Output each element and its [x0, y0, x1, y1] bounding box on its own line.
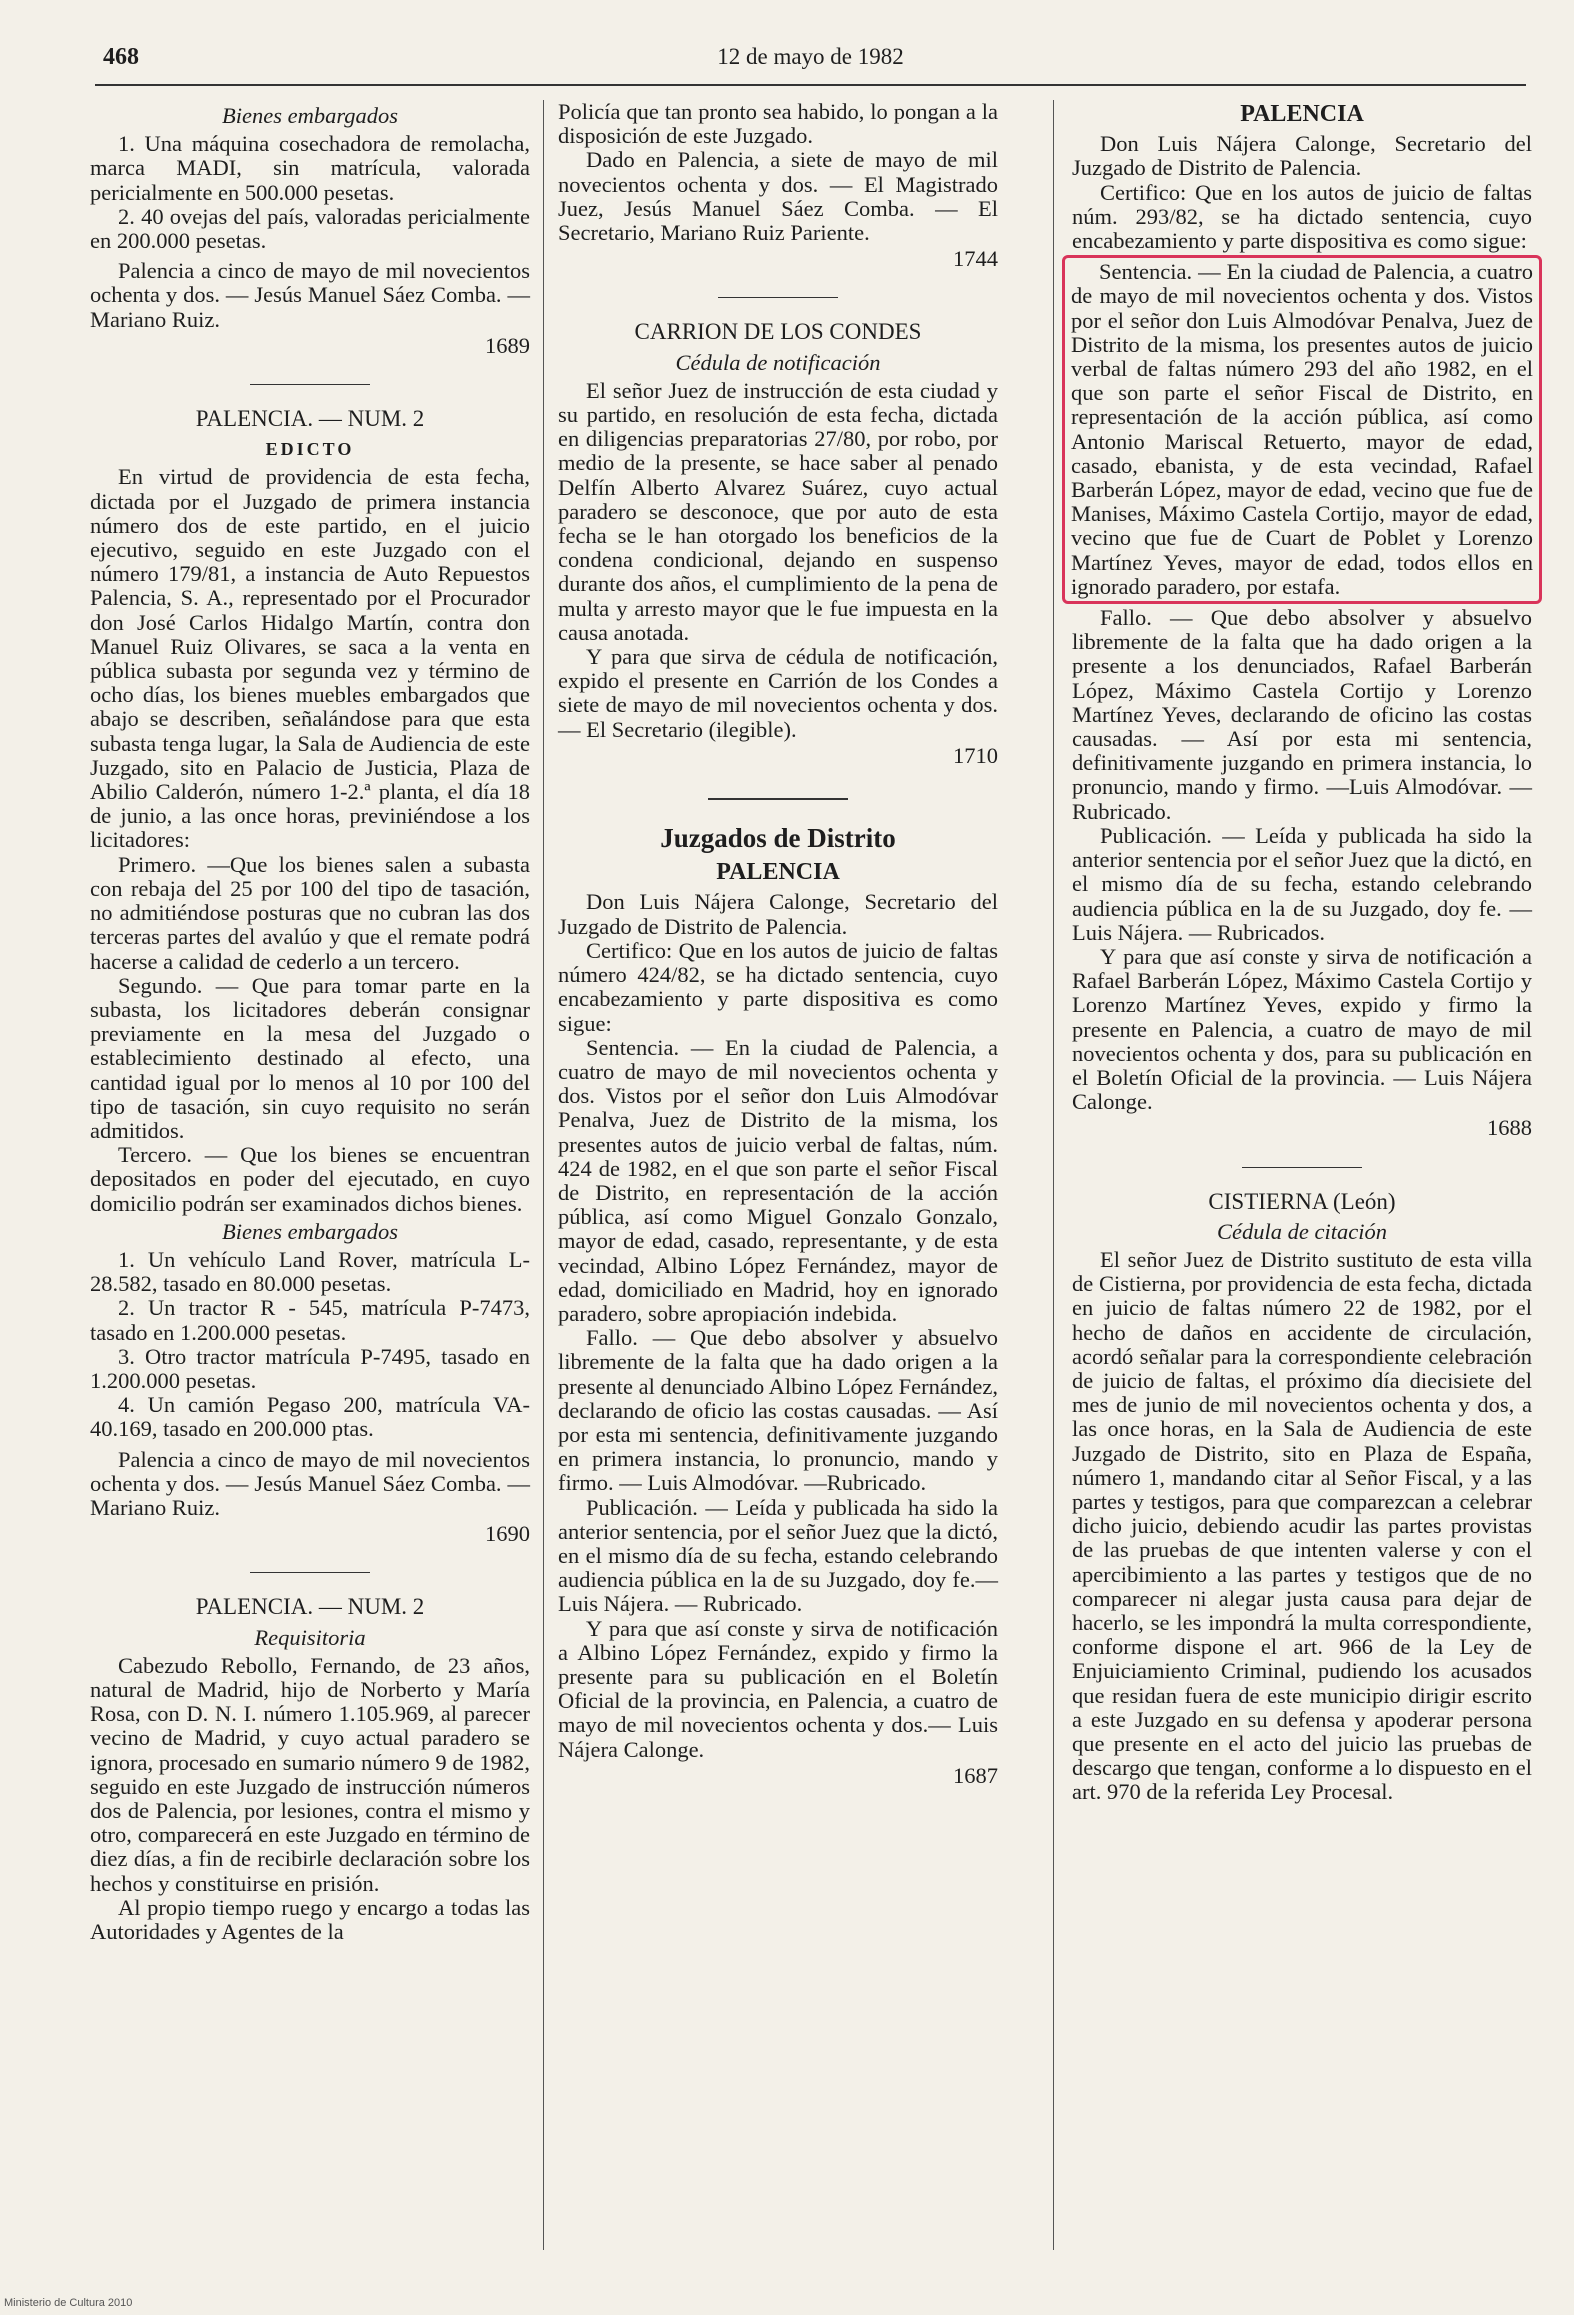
section-heading: PALENCIA. — NUM. 2 [195, 1594, 425, 1620]
separator [708, 798, 848, 800]
notice-number: 1688 [1487, 1115, 1532, 1141]
column-divider [1053, 100, 1054, 2250]
separator [250, 1572, 370, 1573]
notice-number: 1689 [485, 332, 530, 358]
issue-date: 12 de mayo de 1982 [717, 44, 904, 69]
paragraph: Certifico: Que en los autos de juicio de faltas número 424/82, se ha dictado sentencia, cuyo encabezamiento y parte dispositiva es como sigue: [558, 937, 998, 1036]
section-heading: CARRION DE LOS CONDES [634, 319, 922, 345]
paragraph: Don Luis Nájera Calonge, Secretario del Juzgado de Distrito de Palencia. [1072, 131, 1532, 181]
section-heading: PALENCIA [1240, 101, 1364, 127]
paragraph: Publicación. — Leída y publicada ha sido la anterior sentencia, por el señor Juez que la dictó, en el mismo día de su fecha, estando celebrando audiencia pública en la de su Juzgado, doy fe.— Luis Nájera. — Rubricado. [558, 1494, 998, 1617]
column-divider [543, 100, 544, 2250]
paragraph: Don Luis Nájera Calonge, Secretario del Juzgado de Distrito de Palencia. [558, 889, 998, 939]
paragraph: 3. Otro tractor matrícula P-7495, tasado en 1.200.000 pesetas. [90, 1343, 530, 1393]
paragraph: En virtud de providencia de esta fecha, dictada por el Juzgado de primera instancia número dos de este partido, en el juicio ejecutivo, seguido en este Juzgado con el número 179/81, a instancia de Auto Repuestos Palencia, S. A., representado por el Procurador don José Carlos Hidalgo Martín, contra don Manuel Ruiz Olivares, se saca a la venta en pública subasta por segunda vez y término de ocho días, los bienes muebles embargados que abajo se describen, señalándose para que esta subasta tenga lugar, la Sala de Audiencia de este Juzgado, sito en Palacio de Justicia, Plaza de Abilio Calderón, número 1-2.ª planta, el día 18 de junio, a las once horas, previniéndose a los licitadores: [90, 464, 530, 853]
paragraph: Publicación. — Leída y publicada ha sido la anterior sentencia por el señor Juez que la dictó, en el mismo día de su fecha, estando celebrando audiencia pública en la de su Juzgado, doy fe. — Luis Nájera. — Rubricados. [1072, 822, 1532, 945]
paragraph: Fallo. — Que debo absolver y absuelvo libremente de la falta que ha dado origen a la presente al denunciado Albino López Fernández, declarando de oficio las costas causadas. — Así por esta mi sentencia, definitivamente juzgando en primera instancia, lo pronuncio, mando y firmo. — Luis Almodóvar. —Rubricado. [558, 1325, 998, 1496]
paragraph: Segundo. — Que para tomar parte en la subasta, los licitadores deberán consignar previamente en la mesa del Juzgado o establecimiento destinado al efecto, una cantidad igual por lo menos al 10 por 100 del tipo de tasación, sin cuyo requisito no serán admitidos. [90, 972, 530, 1143]
section-heading: PALENCIA [716, 859, 840, 886]
paragraph: 2. 40 ovejas del país, valoradas pericialmente en 200.000 pesetas. [90, 203, 530, 254]
edicto-label: EDICTO [265, 439, 355, 460]
paragraph: Sentencia. — En la ciudad de Palencia, a cuatro de mayo de mil novecientos ochenta y dos. Vistos por el señor don Luis Almodóvar Penalva, Juez de Distrito de la misma, los presentes autos de juicio verbal de faltas número 293 del año 1982, en el que son parte el señor Fiscal de Distrito, en representación de la acción pública, así como Antonio Mariscal Retuerto, mayor de edad, casado, ebanista, y de esta vecindad, Rafael Barberán López, mayor de edad, vecino que fue de Manises, Máximo Castela Cortijo, mayor de edad, vecino que fue de Cuart de Poblet y Lorenzo Martínez Yeves, mayor de edad, todos ellos en ignorado paradero, por estafa. [1071, 259, 1533, 599]
column-1 [90, 100, 530, 1944]
section-heading: CISTIERNA (León) [1208, 1188, 1396, 1214]
section-subtitle: Cédula de citación [1217, 1218, 1387, 1244]
section-subtitle: Bienes embargados [221, 103, 398, 128]
section-heading: PALENCIA. — NUM. 2 [195, 406, 425, 432]
paragraph: El señor Juez de instrucción de esta ciudad y su partido, en resolución de esta fecha, dictada en diligencias preparatorias 27/80, por robo, por medio de la presente, se hace saber al penado Delfín Alberto Alvarez Suárez, cuyo actual paradero se desconoce, que por auto de esta fecha se le han otorgado los beneficios de la condena condicional, dejando en suspenso durante dos años, el cumplimiento de la pena de multa y arresto mayor que le fue impuesta en la causa anotada. [558, 377, 998, 645]
paragraph: Policía que tan pronto sea habido, lo pongan a la disposición de este Juzgado. [558, 99, 998, 149]
paragraph: Palencia a cinco de mayo de mil novecientos ochenta y dos. — Jesús Manuel Sáez Comba. — Mariano Ruiz. [90, 1446, 530, 1520]
notice-number: 1744 [953, 246, 998, 272]
paragraph: Palencia a cinco de mayo de mil novecientos ochenta y dos. — Jesús Manuel Sáez Comba. — Mariano Ruiz. [90, 258, 530, 332]
separator [1242, 1167, 1362, 1168]
section-title: Juzgados de Distrito [660, 823, 896, 854]
highlight-box [1062, 255, 1542, 604]
paragraph: 4. Un camión Pegaso 200, matrícula VA-40.169, tasado en 200.000 ptas. [90, 1392, 530, 1442]
paragraph: Primero. —Que los bienes salen a subasta con rebaja del 25 por 100 del tipo de tasación, no admitiéndose posturas que no cubran las dos terceras partes del avalúo y que el remate podrá hacerse a calidad de cederlo a un tercero. [90, 851, 530, 974]
page-number: 468 [103, 44, 139, 70]
footer-credit: Ministerio de Cultura 2010 [4, 2297, 133, 2309]
paragraph: Certifico: Que en los autos de juicio de faltas núm. 293/82, se ha dictado sentencia, cuyo encabezamiento y parte dispositiva es como sigue: [1072, 179, 1532, 254]
paragraph: Y para que así conste y sirva de notificación a Rafael Barberán López, Máximo Castela Cortijo y Lorenzo Martínez Yeves, expido y firmo la presente en Palencia, a cuatro de mayo de mil novecientos ochenta y dos, para su publicación en el Boletín Oficial de la provincia. — Luis Nájera Calonge. [1072, 943, 1532, 1115]
notice-number: 1710 [953, 742, 998, 768]
separator [250, 384, 370, 385]
column-3 [1072, 100, 1532, 1805]
paragraph: Y para que así conste y sirva de notificación a Albino López Fernández, expido y firmo la presente para su publicación en el Boletín Oficial de la provincia, en Palencia, a cuatro de mayo de mil novecientos ochenta y dos.— Luis Nájera Calonge. [558, 1615, 998, 1762]
header-rule [95, 84, 1526, 86]
paragraph: Cabezudo Rebollo, Fernando, de 23 años, natural de Madrid, hijo de Norberto y María Rosa, con D. N. I. número 1.105.969, al parecer vecino de Madrid, y cuyo actual paradero se ignora, procesado en sumario número 9 de 1982, seguido en este Juzgado de instrucción números dos de Palencia, por lesiones, contra el mismo y otro, comparecerá en este Juzgado en término de diez días, a fin de recibirle declaración sobre los hechos y constituirse en prisión. [90, 1652, 530, 1896]
notice-number: 1687 [953, 1762, 998, 1788]
section-subtitle: Bienes embargados [221, 1218, 398, 1244]
section-subtitle: Cédula de notificación [675, 349, 881, 375]
paragraph: Tercero. — Que los bienes se encuentran depositados en poder del ejecutado, en cuyo domicilio podrán ser examinados dichos bienes. [90, 1142, 530, 1216]
paragraph: Fallo. — Que debo absolver y absuelvo libremente de la falta que ha dado origen a la presente a los denunciados, Rafael Barberán López, Máximo Castela Cortijo y Lorenzo Martínez Yeves, declarando de oficino las costas causadas. — Así por esta mi sentencia, definitivamente juzgando en primera instancia, lo pronuncio, mando y firmo. —Luis Almodóvar. — Rubricado. [1072, 605, 1532, 824]
paragraph: Al propio tiempo ruego y encargo a todas las Autoridades y Agentes de la [90, 1894, 530, 1945]
paragraph: 1. Una máquina cosechadora de remolacha, marca MADI, sin matrícula, valorada pericialmente en 500.000 pesetas. [90, 131, 530, 205]
paragraph: 2. Un tractor R - 545, matrícula P-7473, tasado en 1.200.000 pesetas. [90, 1295, 530, 1345]
separator [718, 297, 838, 298]
notice-number: 1690 [485, 1521, 530, 1547]
column-2 [558, 100, 998, 1794]
page-header [95, 36, 1526, 86]
paragraph: El señor Juez de Distrito sustituto de esta villa de Cistierna, por providencia de esta fecha, dictada en juicio de faltas número 22 de 1982, por el hecho de daños en accidente de circulación, acordó señalar para la correspondiente celebración de juicio de faltas, el próximo día diecisiete del mes de junio de mil novecientos ochenta y dos, a las once horas, en la Sala de Audiencia de este Juzgado de Distrito, sito en Plaza de España, número 1, mandando citar al Señor Fiscal, y a las partes y testigos, para que comparezcan a celebrar dicho juicio, debiendo acudir las partes provistas de las pruebas de que intenten valerse y con el apercibimiento a las partes y testigos que de no comparecer ni alegar justa causa para dejar de hacerlo, se les impondrá la multa correspondiente, conforme dispone el art. 966 de la Ley de Enjuiciamiento Criminal, pudiendo los acusados que residan fuera de este municipio dirigir escrito a este Juzgado en su defensa y apoderar persona que presente en el acto del juicio las pruebas de descargo que tengan, conforme a lo dispuesto en el art. 970 de la referida Ley Procesal. [1072, 1246, 1532, 1805]
paragraph: Sentencia. — En la ciudad de Palencia, a cuatro de mayo de mil novecientos ochenta y dos. Vistos por el señor don Luis Almodóvar Penalva, Juez de Distrito de la misma, los presentes autos de juicio verbal de faltas, núm. 424 de 1982, en el que son parte el señor Fiscal de Distrito, en representación de la acción pública, así como Miguel Gonzalo Gonzalo, mayor de edad, casado, representante, y de esta vecindad, Albino López Fernández, mayor de edad, domiciliado en Madrid, hoy en ignorado paradero, sobre apropiación indebida. [558, 1034, 998, 1326]
section-subtitle: Requisitoria [254, 1624, 366, 1650]
paragraph: Dado en Palencia, a siete de mayo de mil novecientos ochenta y dos. — El Magistrado Juez, Jesús Manuel Sáez Comba. — El Secretario, Mariano Ruiz Pariente. [558, 147, 998, 246]
paragraph: 1. Un vehículo Land Rover, matrícula L-28.582, tasado en 80.000 pesetas. [90, 1246, 530, 1297]
paragraph: Y para que sirva de cédula de notificación, expido el presente en Carrión de los Condes a siete de mayo de mil novecientos ochenta y dos. — El Secretario (ilegible). [558, 644, 998, 742]
